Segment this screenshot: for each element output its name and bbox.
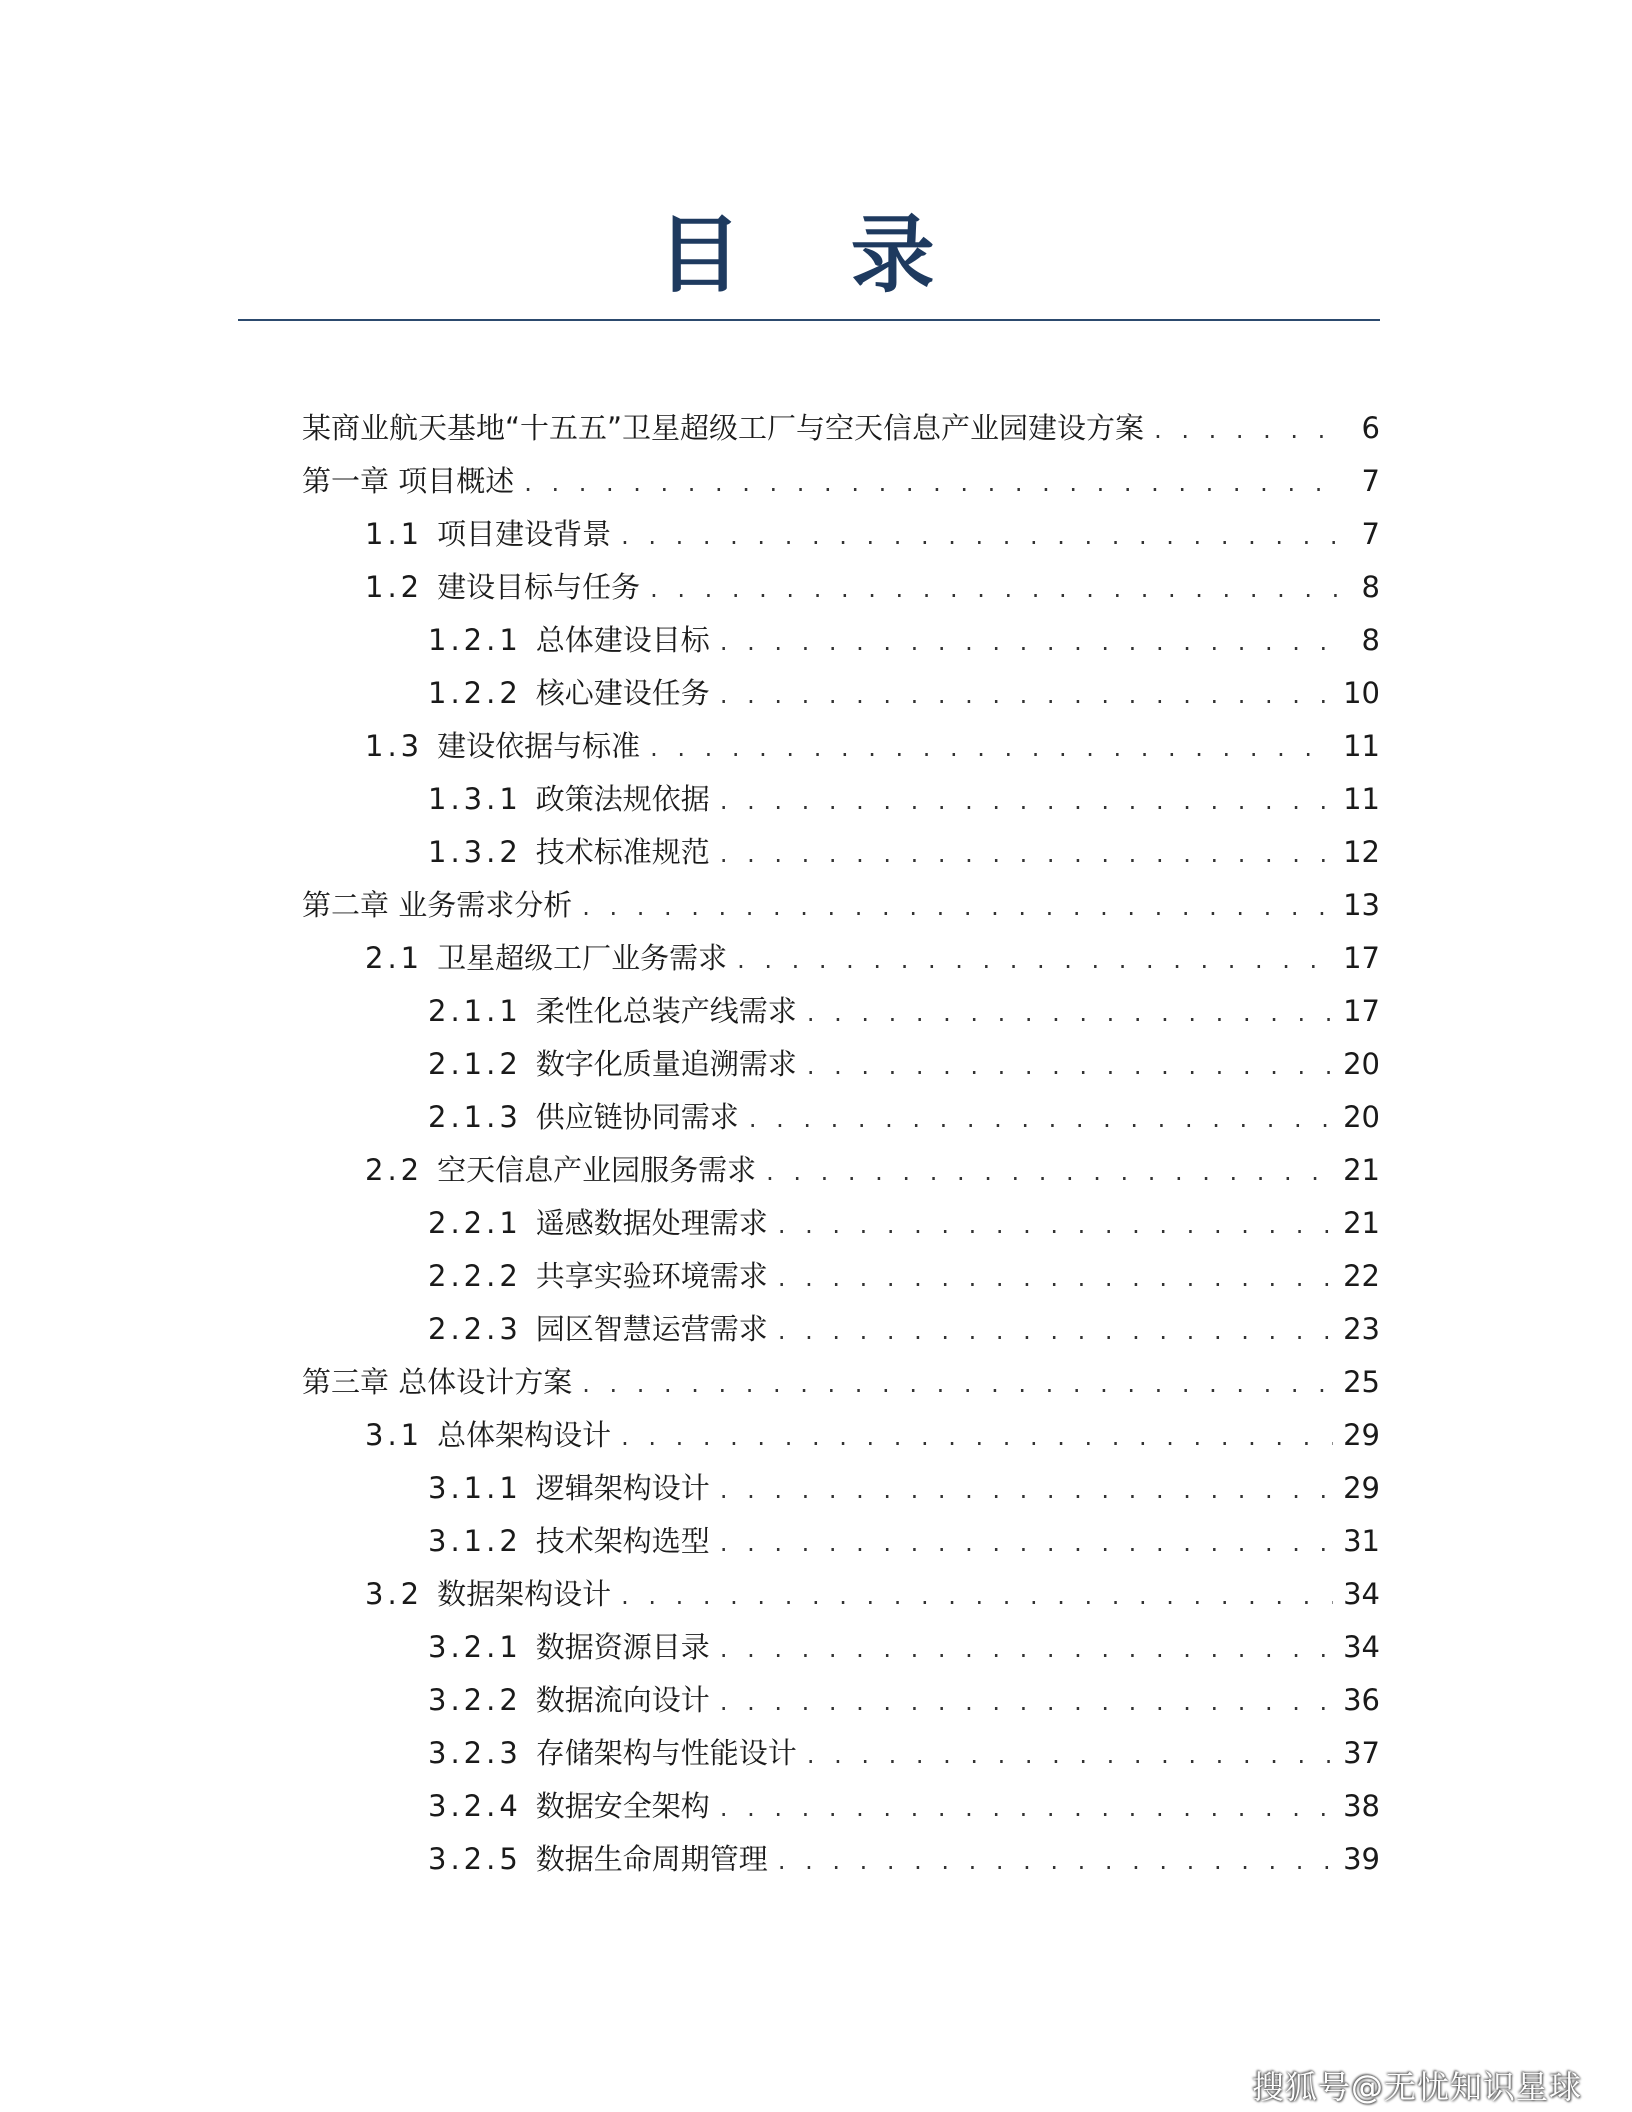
toc-entry[interactable] (302, 1780, 1380, 1833)
toc-entry-page: 8 (1361, 570, 1380, 604)
toc-dot-leader (720, 669, 1333, 722)
toc-entry-label: 数据流向设计 (535, 1683, 710, 1717)
toc-entry[interactable] (302, 1621, 1380, 1674)
toc-entry-page: 36 (1343, 1683, 1380, 1717)
toc-entry-page: 21 (1343, 1153, 1380, 1187)
toc-entry-number: 2.1.3 (428, 1100, 522, 1134)
toc-entry[interactable] (302, 1727, 1380, 1780)
toc-entry-label: 卫星超级工厂业务需求 (437, 941, 728, 975)
watermark: 搜狐号@无忧知识星球 (1251, 2068, 1582, 2106)
toc-dot-leader (720, 1464, 1333, 1517)
toc-entry-label: 数据安全架构 (535, 1789, 710, 1823)
page-title: 目 录 (657, 206, 975, 304)
toc-entry-number: 3.2.3 (428, 1736, 522, 1770)
toc-entry-page: 34 (1343, 1577, 1380, 1611)
toc-entry-label: 建设目标与任务 (437, 570, 641, 604)
toc-entry-number: 3.2.1 (428, 1630, 522, 1664)
toc-dot-leader (737, 934, 1333, 987)
toc-entry-label: 总体建设目标 (535, 623, 710, 657)
toc-dot-leader (749, 1093, 1333, 1146)
toc-entry[interactable] (302, 402, 1380, 455)
toc-entry-page: 12 (1343, 835, 1380, 869)
toc-entry-label: 园区智慧运营需求 (535, 1312, 768, 1346)
toc-entry-label: 建设依据与标准 (437, 729, 641, 763)
toc-dot-leader (807, 987, 1333, 1040)
toc-entry-label: 共享实验环境需求 (535, 1259, 768, 1293)
toc-entry-number: 1.2.1 (428, 623, 522, 657)
toc-entry-number: 3.1 (365, 1418, 424, 1452)
toc-dot-leader (766, 1146, 1333, 1199)
toc-entry-label: 数据架构设计 (437, 1577, 612, 1611)
toc-entry-number: 3.2.4 (428, 1789, 522, 1823)
toc-entry-page: 11 (1343, 782, 1380, 816)
toc-entry-number: 3.1.1 (428, 1471, 522, 1505)
toc-entry-page: 21 (1343, 1206, 1380, 1240)
toc-entry-number: 2.2 (365, 1153, 424, 1187)
toc-entry-label: 核心建设任务 (535, 676, 710, 710)
toc-entry-number: 1.3.2 (428, 835, 522, 869)
toc-dot-leader (807, 1040, 1333, 1093)
toc-dot-leader (621, 1411, 1333, 1464)
toc-entry-label: 柔性化总装产线需求 (535, 994, 797, 1028)
toc-entry-number: 3.2.5 (428, 1842, 522, 1876)
toc-entry-label: 遥感数据处理需求 (535, 1206, 768, 1240)
toc-dot-leader (807, 1729, 1333, 1782)
toc-entry-number: 2.2.1 (428, 1206, 522, 1240)
toc-entry-page: 29 (1343, 1418, 1380, 1452)
toc-entry[interactable] (302, 614, 1380, 667)
toc-entry-number: 2.1.2 (428, 1047, 522, 1081)
toc-dot-leader (621, 1570, 1333, 1623)
toc-entry-label: 技术架构选型 (535, 1524, 710, 1558)
toc-entry-page: 10 (1343, 676, 1380, 710)
toc-entry-page: 17 (1343, 941, 1380, 975)
toc-entry[interactable] (302, 1515, 1380, 1568)
toc-entry[interactable] (302, 1250, 1380, 1303)
toc-entry-page: 25 (1343, 1365, 1380, 1399)
toc-entry-label: 存储架构与性能设计 (535, 1736, 797, 1770)
toc-entry[interactable] (302, 561, 1380, 614)
toc-entry-number: 3.2 (365, 1577, 424, 1611)
toc-entry[interactable] (302, 826, 1380, 879)
toc-entry[interactable] (302, 1091, 1380, 1144)
toc-entry-label: 第三章 总体设计方案 (302, 1365, 573, 1399)
toc-entry[interactable] (302, 667, 1380, 720)
toc-entry[interactable] (302, 1833, 1380, 1886)
toc-dot-leader (720, 1676, 1333, 1729)
toc-entry[interactable] (302, 1144, 1380, 1197)
toc-entry-page: 29 (1343, 1471, 1380, 1505)
toc-entry-label: 第二章 业务需求分析 (302, 888, 573, 922)
toc-dot-leader (720, 1782, 1333, 1835)
toc-entry-page: 6 (1361, 411, 1380, 445)
toc-entry-page: 7 (1361, 517, 1380, 551)
toc-entry-label: 项目建设背景 (437, 517, 612, 551)
toc-entry[interactable] (302, 1356, 1380, 1409)
toc-entry[interactable] (302, 508, 1380, 561)
toc-entry[interactable] (302, 1197, 1380, 1250)
toc-entry-page: 17 (1343, 994, 1380, 1028)
toc-dot-leader (778, 1305, 1333, 1358)
toc-entry-number: 1.3 (365, 729, 424, 763)
toc-entry[interactable] (302, 773, 1380, 826)
toc-dot-leader (720, 616, 1340, 669)
toc-entry-label: 第一章 项目概述 (302, 464, 515, 498)
toc-dot-leader (720, 1517, 1333, 1570)
table-of-contents (302, 402, 1380, 1886)
toc-entry-page: 23 (1343, 1312, 1380, 1346)
toc-entry[interactable] (302, 1409, 1380, 1462)
toc-entry-number: 2.1.1 (428, 994, 522, 1028)
toc-entry-label: 数字化质量追溯需求 (535, 1047, 797, 1081)
toc-entry-page: 13 (1343, 888, 1380, 922)
title-divider (238, 319, 1380, 321)
toc-entry[interactable] (302, 879, 1380, 932)
toc-entry-page: 20 (1343, 1100, 1380, 1134)
toc-entry-label: 某商业航天基地“十五五”卫星超级工厂与空天信息产业园建设方案 (302, 411, 1145, 445)
toc-entry-number: 1.1 (365, 517, 424, 551)
toc-entry-label: 总体架构设计 (437, 1418, 612, 1452)
toc-entry-number: 3.2.2 (428, 1683, 522, 1717)
toc-entry-number: 1.2 (365, 570, 424, 604)
toc-entry-label: 政策法规依据 (535, 782, 710, 816)
toc-dot-leader (582, 1358, 1333, 1411)
toc-entry-number: 1.3.1 (428, 782, 522, 816)
toc-dot-leader (621, 510, 1340, 563)
toc-entry[interactable] (302, 720, 1380, 773)
toc-entry-number: 2.1 (365, 941, 424, 975)
toc-entry[interactable] (302, 1674, 1380, 1727)
toc-dot-leader (778, 1835, 1333, 1888)
toc-entry-number: 1.2.2 (428, 676, 522, 710)
toc-entry-label: 数据资源目录 (535, 1630, 710, 1664)
toc-entry-number: 2.2.2 (428, 1259, 522, 1293)
toc-entry[interactable] (302, 455, 1380, 508)
toc-dot-leader (778, 1252, 1333, 1305)
toc-entry-page: 7 (1361, 464, 1380, 498)
toc-entry-page: 31 (1343, 1524, 1380, 1558)
toc-entry-page: 38 (1343, 1789, 1380, 1823)
toc-entry-page: 11 (1343, 729, 1380, 763)
toc-entry-label: 技术标准规范 (535, 835, 710, 869)
toc-entry-page: 20 (1343, 1047, 1380, 1081)
toc-entry-label: 数据生命周期管理 (535, 1842, 768, 1876)
toc-entry-page: 8 (1361, 623, 1380, 657)
toc-entry-page: 22 (1343, 1259, 1380, 1293)
toc-entry[interactable] (302, 1038, 1380, 1091)
toc-dot-leader (720, 775, 1333, 828)
toc-dot-leader (650, 722, 1333, 775)
toc-entry-label: 逻辑架构设计 (535, 1471, 710, 1505)
toc-entry[interactable] (302, 932, 1380, 985)
toc-entry-page: 39 (1343, 1842, 1380, 1876)
toc-dot-leader (1154, 404, 1340, 457)
toc-entry-number: 2.2.3 (428, 1312, 522, 1346)
toc-entry-label: 空天信息产业园服务需求 (437, 1153, 757, 1187)
toc-dot-leader (524, 457, 1340, 510)
toc-dot-leader (582, 881, 1333, 934)
toc-dot-leader (720, 1623, 1333, 1676)
toc-dot-leader (650, 563, 1340, 616)
toc-entry[interactable] (302, 1568, 1380, 1621)
toc-entry[interactable] (302, 985, 1380, 1038)
toc-dot-leader (778, 1199, 1333, 1252)
toc-entry-page: 34 (1343, 1630, 1380, 1664)
toc-entry[interactable] (302, 1462, 1380, 1515)
toc-dot-leader (720, 828, 1333, 881)
toc-entry-page: 37 (1343, 1736, 1380, 1770)
toc-entry-label: 供应链协同需求 (535, 1100, 739, 1134)
toc-entry[interactable] (302, 1303, 1380, 1356)
toc-entry-number: 3.1.2 (428, 1524, 522, 1558)
